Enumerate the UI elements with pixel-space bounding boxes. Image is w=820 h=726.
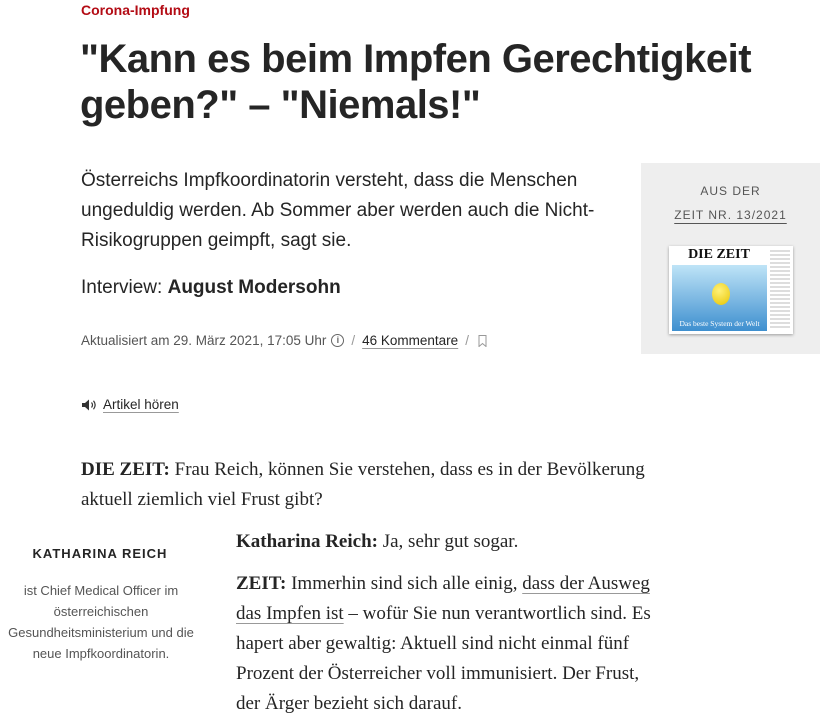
updated-timestamp: Aktualisiert am 29. März 2021, 17:05 Uhr [81, 333, 327, 348]
meta-separator-2: / [465, 333, 469, 348]
sidebar-person-name: KATHARINA REICH [32, 546, 168, 561]
question-1-line-2: aktuell ziemlich viel Frust gibt? [81, 489, 323, 510]
issue-label: AUS DER [700, 184, 761, 198]
issue-cover-image[interactable] [669, 246, 793, 334]
question-2 [236, 569, 756, 719]
issue-number-link[interactable]: ZEIT NR. 13/2021 [674, 208, 787, 222]
sidebar-desc-line-2: österreichischen [53, 604, 149, 619]
byline-author[interactable]: August Modersohn [167, 277, 341, 298]
cover-masthead: DIE ZEIT [688, 247, 750, 262]
article-headline [80, 36, 800, 128]
question-1 [81, 455, 761, 515]
answer-1-text: Ja, sehr gut sogar. [382, 531, 519, 552]
article-kicker[interactable]: Corona-Impfung [81, 2, 190, 18]
question-1-line-1: Frau Reich, können Sie verstehen, dass es in der Bevölkerung [174, 459, 645, 480]
speaker-die-zeit: DIE ZEIT: [81, 459, 170, 480]
sidebar-desc-line-4: neue Impfkoordinatorin. [32, 646, 170, 661]
listen-link[interactable]: Artikel hören [103, 397, 179, 412]
inline-link-ausweg[interactable]: dass der Ausweg [522, 573, 650, 594]
byline-prefix: Interview: [81, 277, 163, 298]
headline-line-1: "Kann es beim Impfen Gerechtigkeit [80, 37, 752, 81]
cover-caption: Das beste System der Welt [679, 319, 760, 328]
listen-article[interactable] [81, 397, 179, 412]
lead-line-3: Risikogruppen geimpft, sagt sie. [81, 230, 352, 251]
speaker-zeit: ZEIT: [236, 573, 287, 594]
byline [81, 277, 341, 299]
speaker-katharina-reich: Katharina Reich: [236, 531, 378, 552]
lemon-illustration [712, 283, 730, 305]
sidebar-desc-line-1: ist Chief Medical Officer im [23, 583, 179, 598]
cover-sidebar-teasers [770, 250, 790, 330]
lead-line-1: Österreichs Impfkoordinatorin versteht, dass die Menschen [81, 170, 578, 191]
article-lead [81, 166, 626, 256]
question-2-text-1: Immerhin sind sich alle einig, [291, 573, 518, 594]
answer-1 [236, 527, 736, 557]
cover-illustration [672, 265, 767, 331]
info-icon[interactable]: i [331, 334, 344, 347]
headline-line-2: geben?" – "Niemals!" [80, 83, 481, 127]
bookmark-icon[interactable] [478, 335, 487, 347]
question-2-text-2: – wofür Sie nun verantwortlich sind. Es [348, 603, 651, 624]
article-meta [81, 333, 487, 348]
speaker-icon [81, 398, 99, 412]
question-2-line-5: der Ärger bezieht sich darauf. [236, 693, 462, 714]
sidebar-desc-line-3: Gesundheitsministerium und die [8, 625, 194, 640]
comments-link[interactable]: 46 Kommentare [362, 333, 459, 348]
sidebar-person-description [0, 580, 212, 664]
question-2-line-4: Prozent der Österreicher voll immunisiert. Der Frust, [236, 663, 640, 684]
lead-line-2: ungeduldig werden. Ab Sommer aber werden auch die Nicht- [81, 200, 595, 221]
inline-link-impfen[interactable]: das Impfen ist [236, 603, 344, 624]
question-2-line-3: hapert aber gewaltig: Aktuell sind nicht einmal fünf [236, 633, 630, 654]
meta-separator: / [351, 333, 356, 348]
